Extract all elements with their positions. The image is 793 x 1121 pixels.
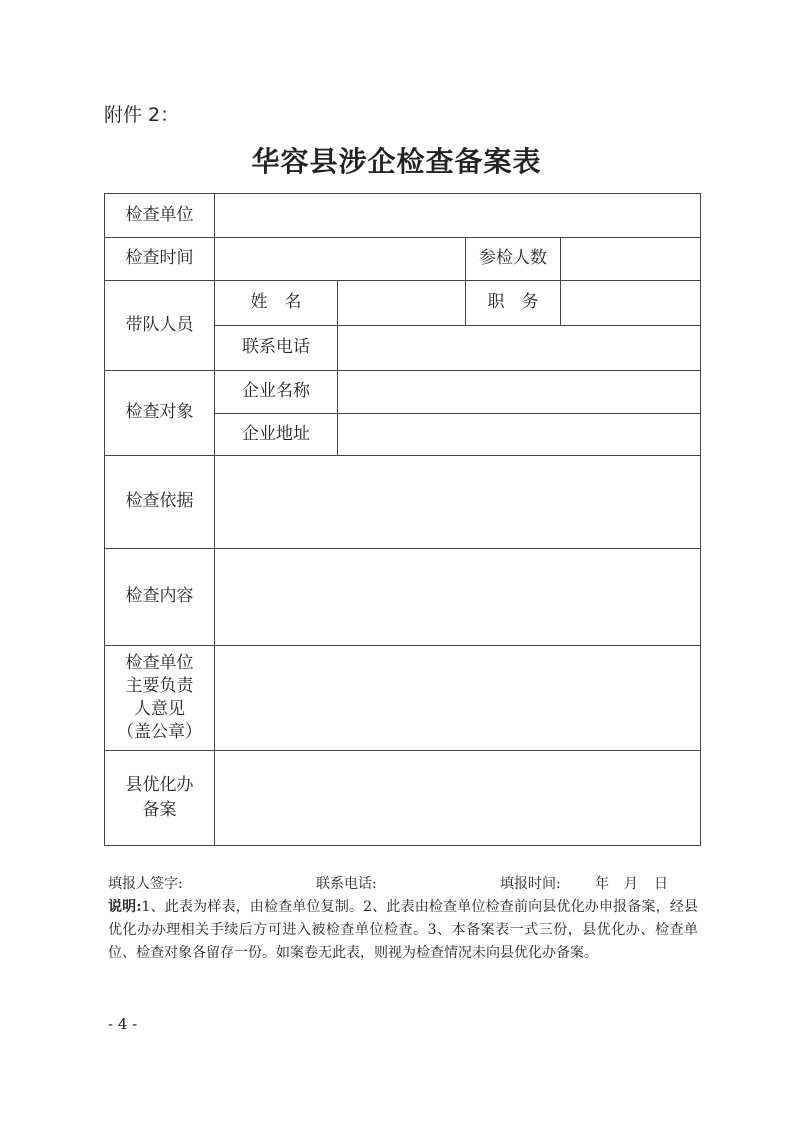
label-participant-count: 参检人数 (466, 238, 561, 281)
label-position: 职 务 (466, 281, 561, 326)
day-label: 日 (654, 876, 668, 892)
contact-phone-field[interactable] (338, 326, 701, 371)
label-leader-opinion (105, 646, 215, 751)
label-inspection-content: 检查内容 (105, 549, 215, 646)
position-field[interactable] (561, 281, 701, 326)
page-number: - 4 - (108, 1015, 138, 1033)
label-name: 姓 名 (215, 281, 338, 326)
label-line: 人意见 (134, 699, 185, 719)
fill-time-label: 填报时间: (500, 876, 561, 892)
label-line: 备案 (142, 800, 177, 820)
year-label: 年 (595, 876, 609, 892)
participant-count-field[interactable] (561, 238, 701, 281)
note-label: 说明: (108, 899, 142, 915)
contact-phone-label: 联系电话: (316, 876, 377, 892)
label-company-address: 企业地址 (215, 414, 338, 456)
page-title: 华容县涉企检查备案表 (251, 145, 542, 178)
label-inspection-unit: 检查单位 (105, 194, 215, 238)
note-text: 1、此表为样表，由检查单位复制。2、此表由检查单位检查前向县优化办申报备案，经县优化办办理相关手续后方可进入被检查单位检查。3、本备案表一式三份，县优化办、检查单位、检查对象各留存一份。如案卷无此表，则视为检查情况未向县优化办备案。 (108, 899, 699, 961)
inspection-basis-field[interactable] (215, 456, 701, 549)
label-inspection-basis: 检查依据 (105, 456, 215, 549)
name-field[interactable] (338, 281, 466, 326)
label-line: 检查单位 (125, 653, 194, 674)
inspection-content-field[interactable] (215, 549, 701, 646)
label-county-office (105, 751, 215, 846)
month-label: 月 (624, 876, 638, 892)
company-name-field[interactable] (338, 371, 701, 414)
label-contact-phone: 联系电话 (215, 326, 338, 371)
label-team-leader: 带队人员 (105, 281, 215, 371)
note-paragraph (108, 896, 698, 965)
label-line: 主要负责 (125, 676, 194, 697)
leader-opinion-field[interactable] (215, 646, 701, 751)
label-company-name: 企业名称 (215, 371, 338, 414)
county-office-field[interactable] (215, 751, 701, 846)
filler-signature-label: 填报人签字: (108, 876, 183, 892)
record-form-table (104, 193, 701, 846)
label-line: 县优化办 (125, 774, 194, 795)
label-inspection-target: 检查对象 (105, 371, 215, 456)
label-inspection-time: 检查时间 (105, 238, 215, 281)
attachment-label: 附件 2： (104, 104, 180, 126)
inspection-time-field[interactable] (215, 238, 466, 281)
label-line: （盖公章） (117, 721, 202, 742)
company-address-field[interactable] (338, 414, 701, 456)
inspection-unit-field[interactable] (215, 194, 701, 238)
